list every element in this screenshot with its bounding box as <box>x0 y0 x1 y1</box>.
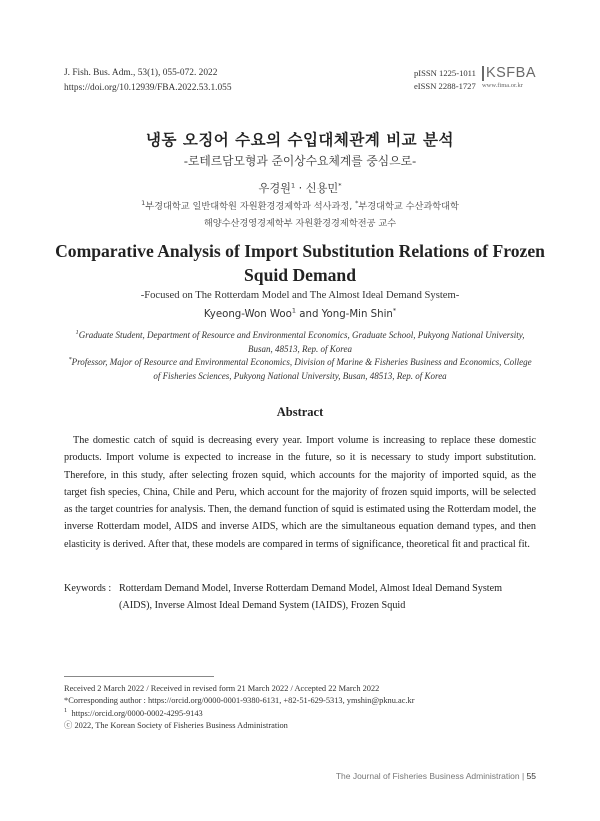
doi-link[interactable]: https://doi.org/10.12939/FBA.2022.53.1.055 <box>64 82 232 93</box>
keywords <box>64 580 536 615</box>
footer-journal: The Journal of Fisheries Business Administration <box>335 771 520 781</box>
corresponding-author: *Corresponding author : https://orcid.org/0000-0001-9380-6131, +82-51-629-5313, ymshin@pknu.ac.kr <box>64 696 415 706</box>
page-number: 55 <box>526 771 536 781</box>
affiliation-2: *Professor, Major of Resource and Environmental Economics, Division of Marine & Fisheries Business and Economics, College of Fisheries Sciences, Pukyong National University, Busan, 48513, Rep. of Korea <box>68 356 532 381</box>
logo-url: www.fima.or.kr <box>481 82 523 89</box>
english-subtitle: -Focused on The Rotterdam Model and The Almost Ideal Demand System- <box>140 290 460 301</box>
pissn: pISSN 1225-1011 <box>413 68 476 78</box>
footnotes <box>64 683 415 733</box>
english-authors: Kyeong-Won Woo$^1$ and Yong-Min Shin* <box>203 306 397 320</box>
author2-name: 신용민 <box>305 182 339 195</box>
issn-block <box>414 66 536 93</box>
abstract-heading: Abstract <box>276 405 324 419</box>
english-title: Comparative Analysis of Import Substitution Relations of Frozen Squid Demand <box>55 241 545 285</box>
keywords-value: Rotterdam Demand Model, Inverse Rotterdam Demand Model, Almost Ideal Demand System (AIDS), Inverse Almost Ideal Demand System (IAIDS), Frozen Squid <box>119 583 503 612</box>
eissn: eISSN 2288-1727 <box>413 81 476 91</box>
copyright: ⓒ 2022, The Korean Society of Fisheries Business Administration <box>64 721 288 731</box>
affiliation-1: $^1$Graduate Student, Department of Resource and Environmental Economics, Graduate School, Pukyong National University, Busan, 48513, Rep. of Korea <box>75 329 525 354</box>
received-dates: Received 2 March 2022 / Received in revised form 21 March 2022 / Accepted 22 March 2022 <box>64 684 380 693</box>
keywords-label: Keywords : <box>64 583 112 594</box>
orcid-author1: $^1$ https://orcid.org/0000-0002-4295-9143 <box>64 707 203 718</box>
author2-name-en: Yong-Min Shin <box>321 309 393 320</box>
journal-reference: J. Fish. Bus. Adm., 53(1), 055-072. 2022 <box>64 68 218 78</box>
journal-header <box>64 66 232 95</box>
korean-affiliations: $^1$부경대학교 일반대학원 자원환경경제학과 석사과정, *부경대학교 수산과학대학 해양수산경영경제학부 자원환경경제학전공 교수 <box>141 198 459 229</box>
page-footer: The Journal of Fisheries Business Administration | 55 <box>335 771 536 781</box>
korean-authors: 우경원$^1$ · 신용민* <box>258 181 342 195</box>
korean-title: 냉동 오징어 수요의 수입대체관계 비교 분석 <box>146 131 454 149</box>
author1-name: 우경원 <box>258 182 291 195</box>
korean-subtitle: -로테르담모형과 준이상수요체계를 중심으로- <box>183 154 417 168</box>
ksfba-logo: KSFBA www.fima.or.kr <box>481 65 536 89</box>
author1-name-en: Kyeong-Won Woo <box>203 309 292 320</box>
abstract-body: The domestic catch of squid is decreasing every year. Import volume is increasing to replace these domestic products. Import volume is expected to increase in the future, so it is necessary to study import substitution. Therefore, in this study, after selecting frozen squid, which accounts for the majority of imported squid, as the target fish species, China, Chile and Peru, which account for the majority of frozen squid imports, will be selected as the target countries for analysis. Then, the demand function of squid is estimated using the Rotterdam model, the inverse Rotterdam model, AIDS and inverse AIDS, which are the simultaneous equation demand types, and then elasticity is derived. After that, these models are compared in terms of significance, theoretical fit and practical fit. <box>64 435 536 550</box>
footnote-divider <box>64 676 214 677</box>
english-affiliations <box>66 329 534 383</box>
